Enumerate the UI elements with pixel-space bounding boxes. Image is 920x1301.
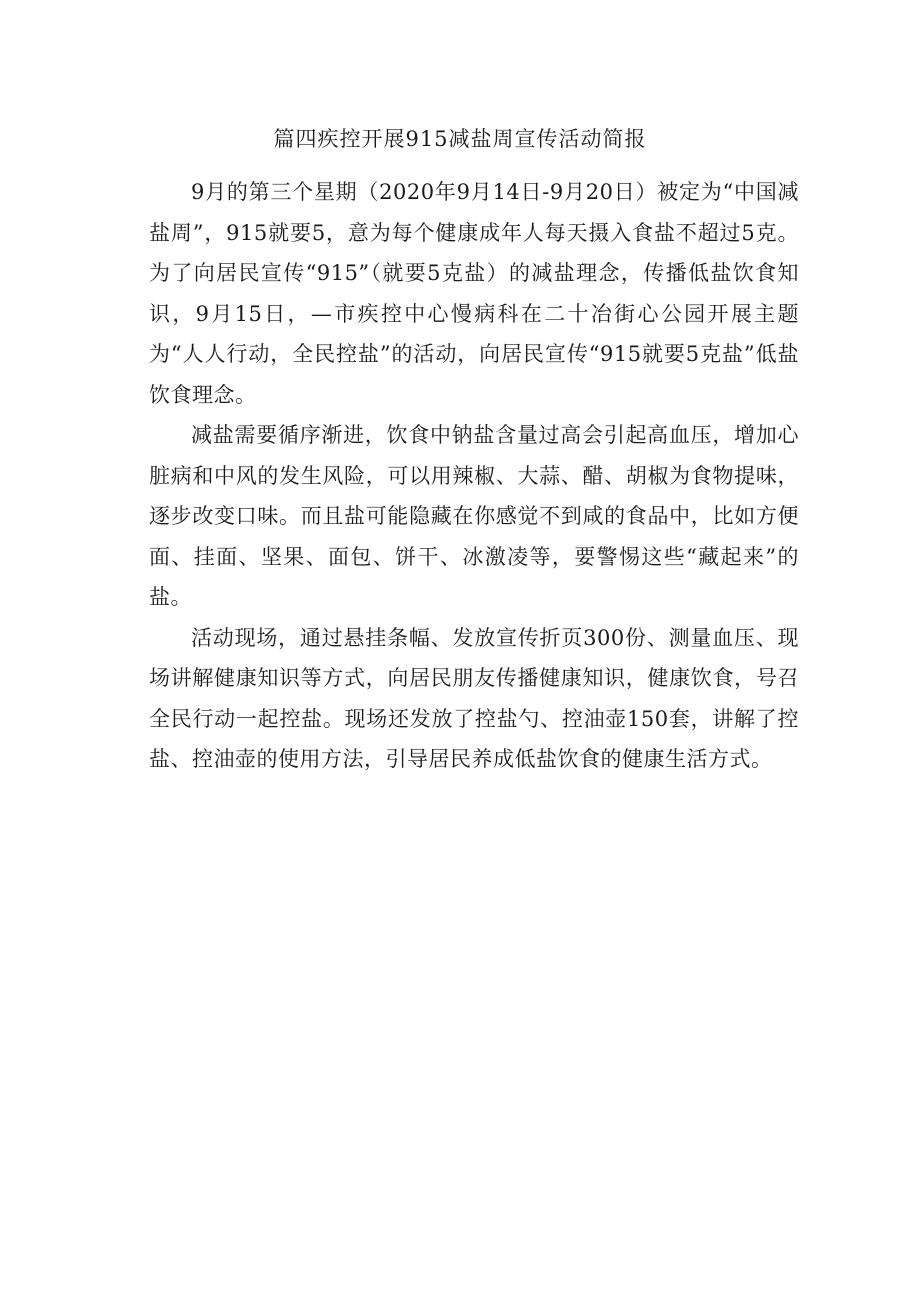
document-title: 篇四疾控开展915减盐周宣传活动简报	[273, 127, 647, 151]
paragraph-1: 9月的第三个星期（2020年9月14日-9月20日）被定为“中国减盐周”，915就要5，意为每个健康成年人每天摄入食盐不超过5克。为了向居民宣传“915”（就要5克盐）的减盐理念，传播低盐饮食知识，9月15日，—市疾控中心慢病科在二十冶街心公园开展主题为“人人行动，全民控盐”的活动，向居民宣传“915就要5克盐”低盐饮食理念。	[149, 180, 799, 407]
paragraph-2: 减盐需要循序渐进，饮食中钠盐含量过高会引起高血压，增加心脏病和中风的发生风险，可以用辣椒、大蒜、醋、胡椒为食物提味，逐步改变口味。而且盐可能隐藏在你感觉不到咸的食品中，比如方便面、挂面、坚果、面包、饼干、冰激凌等，要警惕这些“藏起来”的盐。	[149, 423, 799, 609]
document-body	[149, 172, 799, 780]
paragraph-3: 活动现场，通过悬挂条幅、发放宣传折页300份、测量血压、现场讲解健康知识等方式，向居民朋友传播健康知识，健康饮食，号召全民行动一起控盐。现场还发放了控盐勺、控油壶150套，讲解了控盐、控油壶的使用方法，引导居民养成低盐饮食的健康生活方式。	[149, 625, 799, 771]
